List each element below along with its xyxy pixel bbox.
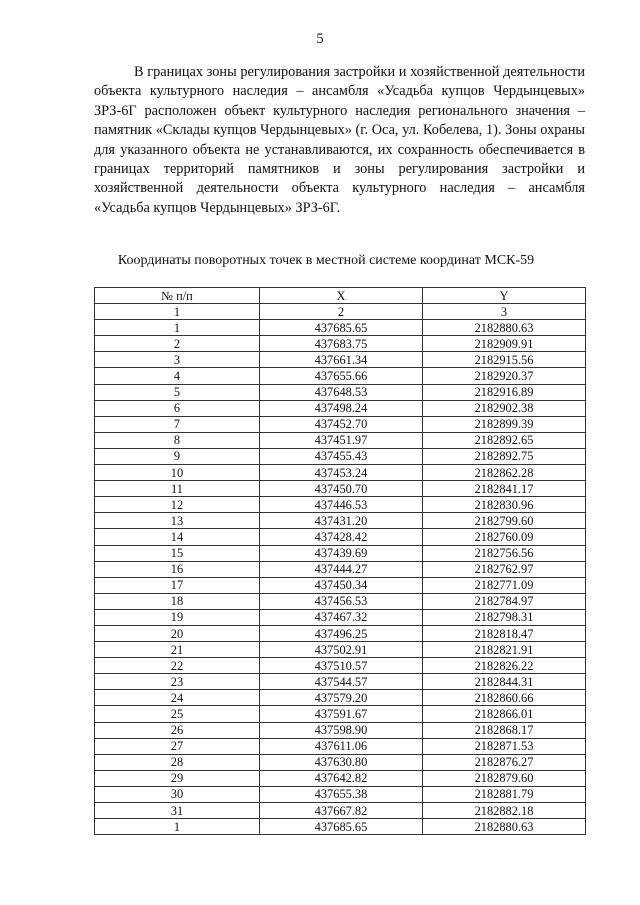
x-coordinate-cell: 437451.97 [260,432,423,448]
y-coordinate-cell: 2182756.56 [423,545,586,561]
y-coordinate-cell: 2182899.39 [423,416,586,432]
point-number-cell: 6 [95,400,260,416]
point-number-cell: 9 [95,448,260,464]
column-number-3: 3 [423,304,586,320]
x-coordinate-cell: 437455.43 [260,448,423,464]
table-header-row [95,288,586,304]
y-coordinate-cell: 2182866.01 [423,706,586,722]
y-coordinate-cell: 2182830.96 [423,497,586,513]
point-number-cell: 22 [95,658,260,674]
point-number-cell: 5 [95,384,260,400]
x-coordinate-cell: 437502.91 [260,642,423,658]
point-number-cell: 1 [95,320,260,336]
y-coordinate-cell: 2182762.97 [423,561,586,577]
x-coordinate-cell: 437611.06 [260,738,423,754]
table-row [95,819,586,835]
x-coordinate-cell: 437579.20 [260,690,423,706]
point-number-cell: 27 [95,738,260,754]
point-number-cell: 4 [95,368,260,384]
x-coordinate-cell: 437456.53 [260,593,423,609]
y-coordinate-cell: 2182868.17 [423,722,586,738]
table-row [95,803,586,819]
table-row [95,674,586,690]
point-number-cell: 30 [95,786,260,802]
header-y: Y [423,288,586,304]
y-coordinate-cell: 2182799.60 [423,513,586,529]
y-coordinate-cell: 2182760.09 [423,529,586,545]
column-number-1: 1 [95,304,260,320]
table-row [95,642,586,658]
x-coordinate-cell: 437655.38 [260,786,423,802]
y-coordinate-cell: 2182844.31 [423,674,586,690]
x-coordinate-cell: 437431.20 [260,513,423,529]
y-coordinate-cell: 2182881.79 [423,786,586,802]
table-row [95,384,586,400]
y-coordinate-cell: 2182784.97 [423,593,586,609]
point-number-cell: 7 [95,416,260,432]
x-coordinate-cell: 437450.70 [260,481,423,497]
point-number-cell: 8 [95,432,260,448]
y-coordinate-cell: 2182826.22 [423,658,586,674]
y-coordinate-cell: 2182818.47 [423,625,586,641]
x-coordinate-cell: 437598.90 [260,722,423,738]
x-coordinate-cell: 437661.34 [260,352,423,368]
header-x: X [260,288,423,304]
table-row [95,786,586,802]
y-coordinate-cell: 2182880.63 [423,320,586,336]
coordinates-table [94,287,586,835]
x-coordinate-cell: 437450.34 [260,577,423,593]
x-coordinate-cell: 437510.57 [260,658,423,674]
table-row [95,320,586,336]
point-number-cell: 25 [95,706,260,722]
x-coordinate-cell: 437642.82 [260,770,423,786]
y-coordinate-cell: 2182880.63 [423,819,586,835]
x-coordinate-cell: 437498.24 [260,400,423,416]
table-row [95,625,586,641]
table-row [95,513,586,529]
point-number-cell: 11 [95,481,260,497]
y-coordinate-cell: 2182915.56 [423,352,586,368]
page-number: 5 [316,31,324,47]
x-coordinate-cell: 437446.53 [260,497,423,513]
point-number-cell: 14 [95,529,260,545]
table-row [95,545,586,561]
table-row [95,336,586,352]
table-row [95,722,586,738]
table-row [95,577,586,593]
x-coordinate-cell: 437452.70 [260,416,423,432]
y-coordinate-cell: 2182798.31 [423,609,586,625]
y-coordinate-cell: 2182871.53 [423,738,586,754]
x-coordinate-cell: 437591.67 [260,706,423,722]
y-coordinate-cell: 2182862.28 [423,465,586,481]
column-number-2: 2 [260,304,423,320]
y-coordinate-cell: 2182876.27 [423,754,586,770]
table-row [95,400,586,416]
table-row [95,465,586,481]
y-coordinate-cell: 2182882.18 [423,803,586,819]
point-number-cell: 16 [95,561,260,577]
point-number-cell: 1 [95,819,260,835]
x-coordinate-cell: 437630.80 [260,754,423,770]
table-caption: Координаты поворотных точек в местной системе координат МСК-59 [117,253,535,268]
header-number: № п/п [95,288,260,304]
table-row [95,593,586,609]
y-coordinate-cell: 2182879.60 [423,770,586,786]
table-body [95,320,586,835]
x-coordinate-cell: 437667.82 [260,803,423,819]
x-coordinate-cell: 437467.32 [260,609,423,625]
point-number-cell: 15 [95,545,260,561]
y-coordinate-cell: 2182860.66 [423,690,586,706]
point-number-cell: 12 [95,497,260,513]
x-coordinate-cell: 437444.27 [260,561,423,577]
point-number-cell: 13 [95,513,260,529]
y-coordinate-cell: 2182892.75 [423,448,586,464]
body-paragraph: В границах зоны регулирования застройки и хозяйственной деятельности объекта культурного наследия – ансамбля «Усадьба купцов Чердынцевых» ЗРЗ-6Г расположен объект культурного наследия регионального значения – памятник «Склады купцов Чердынцевых» (г. Оса, ул. Кобелева, 1). Зоны охраны для указанного объекта не устанавливаются, их сохранность обеспечивается в границах территорий памятников и зоны регулирования застройки и хозяйственной деятельности объекта культурного наследия – ансамбля «Усадьба купцов Чердынцевых» ЗРЗ-6Г. [94,64,585,216]
table-row [95,561,586,577]
point-number-cell: 23 [95,674,260,690]
column-numbering-row [95,304,586,320]
point-number-cell: 29 [95,770,260,786]
x-coordinate-cell: 437655.66 [260,368,423,384]
table-row [95,738,586,754]
table-row [95,529,586,545]
point-number-cell: 3 [95,352,260,368]
table-row [95,609,586,625]
table-row [95,368,586,384]
point-number-cell: 18 [95,593,260,609]
x-coordinate-cell: 437648.53 [260,384,423,400]
x-coordinate-cell: 437439.69 [260,545,423,561]
x-coordinate-cell: 437496.25 [260,625,423,641]
point-number-cell: 28 [95,754,260,770]
y-coordinate-cell: 2182920.37 [423,368,586,384]
table-row [95,690,586,706]
point-number-cell: 20 [95,625,260,641]
point-number-cell: 19 [95,609,260,625]
y-coordinate-cell: 2182902.38 [423,400,586,416]
point-number-cell: 2 [95,336,260,352]
point-number-cell: 10 [95,465,260,481]
table-row [95,754,586,770]
y-coordinate-cell: 2182821.91 [423,642,586,658]
x-coordinate-cell: 437683.75 [260,336,423,352]
table-row [95,416,586,432]
point-number-cell: 26 [95,722,260,738]
x-coordinate-cell: 437428.42 [260,529,423,545]
y-coordinate-cell: 2182841.17 [423,481,586,497]
y-coordinate-cell: 2182909.91 [423,336,586,352]
table-row [95,497,586,513]
point-number-cell: 24 [95,690,260,706]
point-number-cell: 17 [95,577,260,593]
point-number-cell: 31 [95,803,260,819]
table-row [95,770,586,786]
table-row [95,352,586,368]
table-row [95,448,586,464]
y-coordinate-cell: 2182892.65 [423,432,586,448]
table-row [95,658,586,674]
y-coordinate-cell: 2182771.09 [423,577,586,593]
point-number-cell: 21 [95,642,260,658]
table-row [95,481,586,497]
x-coordinate-cell: 437685.65 [260,320,423,336]
x-coordinate-cell: 437544.57 [260,674,423,690]
y-coordinate-cell: 2182916.89 [423,384,586,400]
x-coordinate-cell: 437685.65 [260,819,423,835]
table-row [95,706,586,722]
x-coordinate-cell: 437453.24 [260,465,423,481]
table-row [95,432,586,448]
